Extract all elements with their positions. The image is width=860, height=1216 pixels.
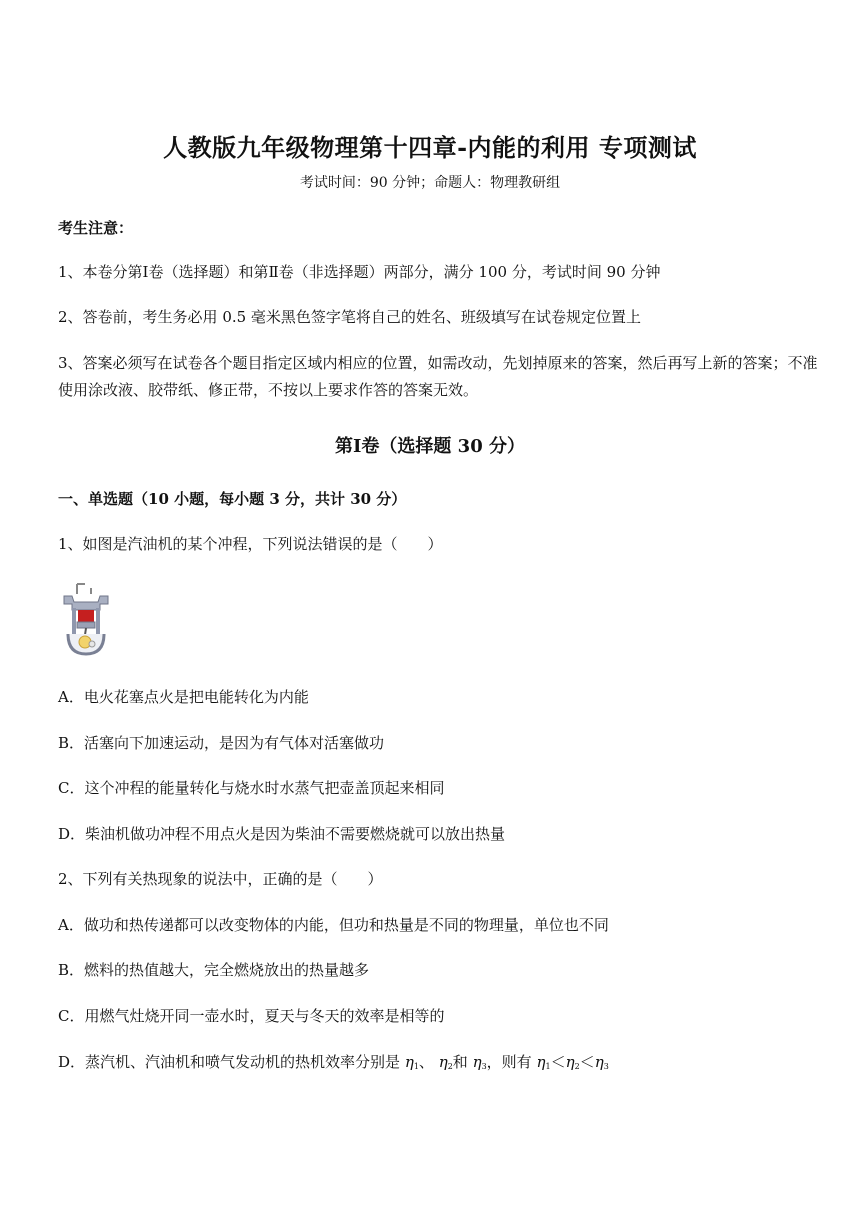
eta-symbol: η [536,1053,546,1071]
question-stem: 2、下列有关热现象的说法中，正确的是（ ） [58,870,383,888]
eta-symbol: η [438,1053,448,1071]
option-text: D．蒸汽机、汽油机和喷气发动机的热机效率分别是 [58,1053,401,1071]
option-item: C．用燃气灶烧开同一壶水时，夏天与冬天的效率是相等的 [58,1007,445,1025]
option-item [58,1049,818,1080]
less-than-symbol: ＜ [579,1053,595,1071]
subscript: 3 [481,1062,487,1071]
subscript: 1 [413,1062,419,1071]
exam-info: 考试时间：90 分钟；命题人：物理教研组 [299,175,561,191]
option-text: ，则有 [486,1053,532,1071]
eta-symbol: η [565,1053,575,1071]
eta-symbol: η [404,1053,414,1071]
notice-item: 3、答案必须写在试卷各个题目指定区域内相应的位置，如需改动，先划掉原来的答案，然后再写上新的答案；不准使用涂改液、胶带纸、修正带，不按以上要求作答的答案无效。 [58,354,818,399]
eta-symbol: η [472,1053,482,1071]
option-text: 、 [418,1053,439,1071]
subscript: 2 [574,1062,580,1071]
section-title: 第Ⅰ卷（选择题 30 分） [334,436,525,457]
notice-item: 2、答卷前，考生务必用 0.5 毫米黑色签字笔将自己的姓名、班级填写在试卷规定位置上 [58,308,641,326]
question-stem: 1、如图是汽油机的某个冲程，下列说法错误的是（ ） [58,535,443,553]
option-item: A．做功和热传递都可以改变物体的内能，但功和热量是不同的物理量，单位也不同 [58,916,609,934]
engine-cylinder-diagram-icon [58,582,114,658]
option-text: 和 [452,1053,468,1071]
part-title: 一、单选题（10 小题，每小题 3 分，共计 30 分） [58,490,407,508]
subscript: 3 [603,1062,609,1071]
notice-item: 1、本卷分第Ⅰ卷（选择题）和第Ⅱ卷（非选择题）两部分，满分 100 分，考试时间 90 分钟 [58,263,661,281]
eta-symbol: η [594,1053,604,1071]
option-item: D．柴油机做功冲程不用点火是因为柴油不需要燃烧就可以放出热量 [58,825,506,843]
option-item: A．电火花塞点火是把电能转化为内能 [58,688,309,706]
option-item: C．这个冲程的能量转化与烧水时水蒸气把壶盖顶起来相同 [58,779,445,797]
option-item: B．燃料的热值越大，完全燃烧放出的热量越多 [58,961,370,979]
page-title: 人教版九年级物理第十四章-内能的利用 专项测试 [163,133,697,162]
notice-heading: 考生注意： [58,219,134,237]
option-item: B．活塞向下加速运动，是因为有气体对活塞做功 [58,734,385,752]
subscript: 2 [447,1062,453,1071]
less-than-symbol: ＜ [550,1053,566,1071]
subscript: 1 [545,1062,551,1071]
